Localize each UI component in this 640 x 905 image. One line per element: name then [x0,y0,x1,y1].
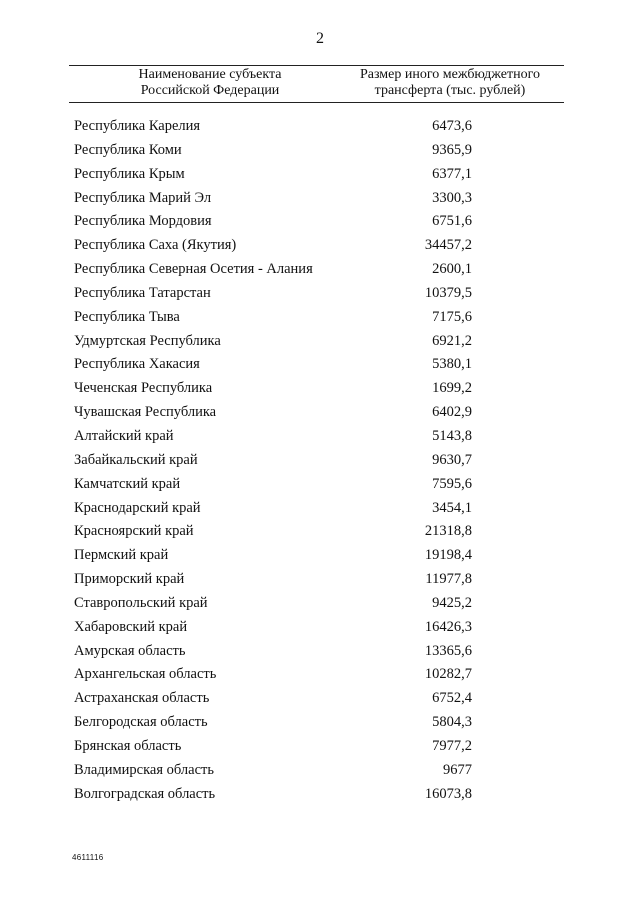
transfer-amount: 16073,8 [424,785,472,802]
transfer-amount: 6377,1 [432,165,472,182]
region-name: Республика Крым [74,165,185,182]
table-row [0,714,640,738]
region-name: Республика Марий Эл [74,189,212,206]
transfer-amount: 7977,2 [432,737,472,754]
table-row [0,404,640,428]
table-row [0,380,640,404]
region-name: Краснодарский край [74,499,201,516]
table-row [0,428,640,452]
table-row [0,356,640,380]
column-header-transfer-amount [335,67,565,99]
region-name: Республика Хакасия [74,356,200,373]
table-row [0,333,640,357]
table-row [0,166,640,190]
region-name: Республика Коми [74,141,182,158]
column-header-region-name-line-2: Российской Федерации [140,83,280,98]
table-row [0,237,640,261]
table-row [0,118,640,142]
transfer-amount: 6751,6 [432,213,472,230]
transfer-amount: 7175,6 [432,308,472,325]
region-name: Чеченская Республика [74,380,213,397]
region-name: Забайкальский край [74,451,198,468]
region-name: Брянская область [74,737,182,754]
transfer-amount: 9365,9 [432,141,472,158]
table-row [0,738,640,762]
table-row [0,643,640,667]
table-row [0,285,640,309]
transfer-amount: 3300,3 [432,189,472,206]
region-name: Республика Саха (Якутия) [74,237,237,254]
table-row [0,452,640,476]
table-row [0,190,640,214]
region-name: Удмуртская Республика [74,332,221,349]
region-name: Камчатский край [74,475,181,492]
region-name: Ставропольский край [74,594,208,611]
region-name: Белгородская область [74,714,208,731]
region-name: Волгоградская область [74,785,216,802]
transfer-amount: 10282,7 [424,666,472,683]
transfer-amount: 11977,8 [425,571,472,588]
region-name: Красноярский край [74,523,194,540]
table-row [0,595,640,619]
transfer-amount: 34457,2 [424,237,472,254]
table-row [0,213,640,237]
header-top-rule [69,65,564,66]
region-name: Пермский край [74,547,169,564]
page-number: 2 [316,30,324,47]
region-name: Республика Карелия [74,118,201,134]
table-row [0,666,640,690]
table-row [0,690,640,714]
table-row [0,500,640,524]
transfer-amount: 19198,4 [424,547,472,564]
table-row [0,571,640,595]
region-name: Владимирская область [74,761,214,778]
region-name: Алтайский край [74,427,174,444]
table-row [0,476,640,500]
transfer-amount: 5380,1 [432,356,472,373]
transfer-amount: 7595,6 [432,475,472,492]
region-name: Республика Северная Осетия - Алания [74,261,313,278]
region-name: Республика Мордовия [74,213,212,230]
transfer-amount: 6402,9 [432,404,472,421]
region-name: Приморский край [74,571,185,588]
region-name: Республика Татарстан [74,284,211,301]
region-name: Амурская область [74,642,186,659]
transfer-amount: 3454,1 [432,499,472,516]
transfer-amount: 6752,4 [432,690,472,707]
transfer-amount: 13365,6 [424,642,472,659]
table-row [0,619,640,643]
transfer-amount: 5804,3 [432,714,472,731]
table-row [0,309,640,333]
table-row [0,261,640,285]
table-row [0,142,640,166]
column-header-transfer-amount-line-2: трансферта (тыс. рублей) [374,83,526,98]
column-header-region-name [100,67,320,99]
table-body [0,118,640,809]
region-name: Чувашская Республика [74,404,217,421]
transfer-amount: 1699,2 [432,380,472,397]
transfer-amount: 9677 [443,761,472,778]
table-row [0,547,640,571]
transfer-amount: 6921,2 [432,332,472,349]
column-header-region-name-line-1: Наименование субъекта [138,67,282,82]
region-name: Республика Тыва [74,308,180,325]
transfer-amount: 6473,6 [432,118,472,134]
transfer-amount: 16426,3 [424,618,472,635]
transfer-amount: 5143,8 [432,427,472,444]
header-bottom-rule [69,102,564,103]
transfer-amount: 9630,7 [432,451,472,468]
transfer-amount: 10379,5 [424,284,472,301]
transfer-amount: 9425,2 [432,594,472,611]
table-row [0,762,640,786]
region-name: Астраханская область [74,690,210,707]
document-code: 4611116 [72,853,104,862]
column-header-transfer-amount-line-1: Размер иного межбюджетного [359,67,541,82]
table-row [0,786,640,810]
transfer-amount: 21318,8 [424,523,472,540]
transfer-amount: 2600,1 [432,261,472,278]
table-row [0,523,640,547]
region-name: Хабаровский край [74,618,188,635]
region-name: Архангельская область [74,666,217,683]
